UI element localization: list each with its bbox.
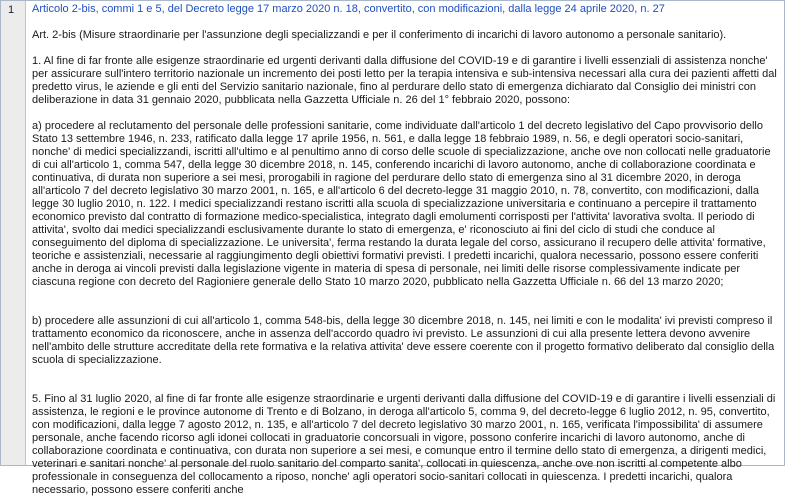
- article-title: Articolo 2-bis, commi 1 e 5, del Decreto legge 17 marzo 2020 n. 18, convertito, con modificazioni, dalla legge 24 aprile 2020, n. 27: [32, 3, 665, 15]
- paragraph-letter-b: b) procedere alle assunzioni di cui all'articolo 1, comma 548-bis, della legge 30 dicembre 2018, n. 145, nei limiti e con le modalita' ivi previsti compreso il trattamento economico da riconoscere, anche in assenza dell'accordo quadro ivi previsto. Le assunzioni di cui alla presente lettera devono avvenire nell'ambito delle strutture accreditate della rete formativa e la relativa attivita' deve essere coerente con il progetto formativo deliberato dal consiglio della scuola di specializzazione.: [32, 315, 775, 366]
- row-number: 1: [1, 1, 26, 465]
- table-row[interactable]: [1, 1, 784, 496]
- paragraph-letter-a: a) procedere al reclutamento del personale delle professioni sanitarie, come individuate dall'articolo 1 del decreto legislativo del Capo provvisorio dello Stato 13 settembre 1946, n. 233, ratificato dalla legge 17 aprile 1956, n. 561, e dalla legge 18 febbraio 1989, n. 56, e degli operatori socio-sanitari, nonche' di medici specializzandi, iscritti all'ultimo e al penultimo anno di corso delle scuole di specializzazione, anche ove non collocati nelle graduatorie di cui all'articolo 1, comma 547, della legge 30 dicembre 2018, n. 145, conferendo incarichi di lavoro autonomo, anche di collaborazione coordinata e continuativa, di durata non superiore a sei mesi, prorogabili in ragione del perdurare dello stato di emergenza sino al 31 dicembre 2020, in deroga all'articolo 7 del decreto legislativo 30 marzo 2001, n. 165, e all'articolo 6 del decreto-legge 31 maggio 2010, n. 78, convertito, con modificazioni, dalla legge 30 luglio 2010, n. 122. I medici specializzandi restano iscritti alla scuola di specializzazione universitaria e continuano a percepire il trattamento economico previsto dal contratto di formazione medico-specialistica, integrato dagli emolumenti corrisposti per l'attivita' lavorativa svolta. Il periodo di attivita', svolto dai medici specializzandi esclusivamente durante lo stato di emergenza, e' riconosciuto ai fini del ciclo di studi che conduce al conseguimento del diploma di specializzazione. Le universita', ferma restando la durata legale del corso, assicurano il recupero delle attivita' formative, teoriche e assistenziali, necessarie al raggiungimento degli obiettivi formativi previsti. I predetti incarichi, qualora necessario, possono essere conferiti anche in deroga ai vincoli previsti dalla legislazione vigente in materia di spesa di personale, nei limiti delle risorse complessivamente indicate per ciascuna regione con decreto del Ragioniere generale dello Stato 10 marzo 2020, pubblicato nella Gazzetta Ufficiale n. 66 del 13 marzo 2020;: [32, 120, 771, 288]
- paragraph-heading: Art. 2-bis (Misure straordinarie per l'assunzione degli specializzandi e per il conferimento di incarichi di lavoro autonomo a personale sanitario).: [32, 29, 727, 41]
- text-cell[interactable]: [26, 1, 784, 496]
- paragraph-comma-1: 1. Al fine di far fronte alle esigenze straordinarie ed urgenti derivanti dalla diffusione del COVID-19 e di garantire i livelli essenziali di assistenza nonche' per assicurare sull'intero territorio nazionale un incremento dei posti letto per la terapia intensiva e sub-intensiva necessari alla cura dei pazienti affetti dal predetto virus, le aziende e gli enti del Servizio sanitario nazionale, fino al perdurare dello stato di emergenza dichiarato dal Consiglio dei ministri con deliberazione in data 31 gennaio 2020, pubblicata nella Gazzetta Ufficiale n. 26 del 1° febbraio 2020, possono:: [32, 55, 777, 106]
- paragraph-comma-5: 5. Fino al 31 luglio 2020, al fine di far fronte alle esigenze straordinarie e urgenti derivanti dalla diffusione del COVID-19 e di garantire i livelli essenziali di assistenza, le regioni e le province autonome di Trento e di Bolzano, in deroga all'articolo 5, comma 9, del decreto-legge 6 luglio 2012, n. 95, convertito, con modificazioni, dalla legge 7 agosto 2012, n. 135, e all'articolo 7 del decreto legislativo 30 marzo 2001, n. 165, verificata l'impossibilita' di assumere personale, anche facendo ricorso agli idonei collocati in graduatorie concorsuali in vigore, possono conferire incarichi di lavoro autonomo, anche di collaborazione coordinata e continuativa, con durata non superiore a sei mesi, e comunque entro il termine dello stato di emergenza, a dirigenti medici, veterinari e sanitari nonche' al personale del ruolo sanitario del comparto sanita', collocati in quiescenza, anche ove non iscritti al competente albo professionale in conseguenza del collocamento a riposo, nonche' agli operatori socio-sanitari collocati in quiescenza. I predetti incarichi, qualora necessario, possono essere conferiti anche: [32, 393, 776, 496]
